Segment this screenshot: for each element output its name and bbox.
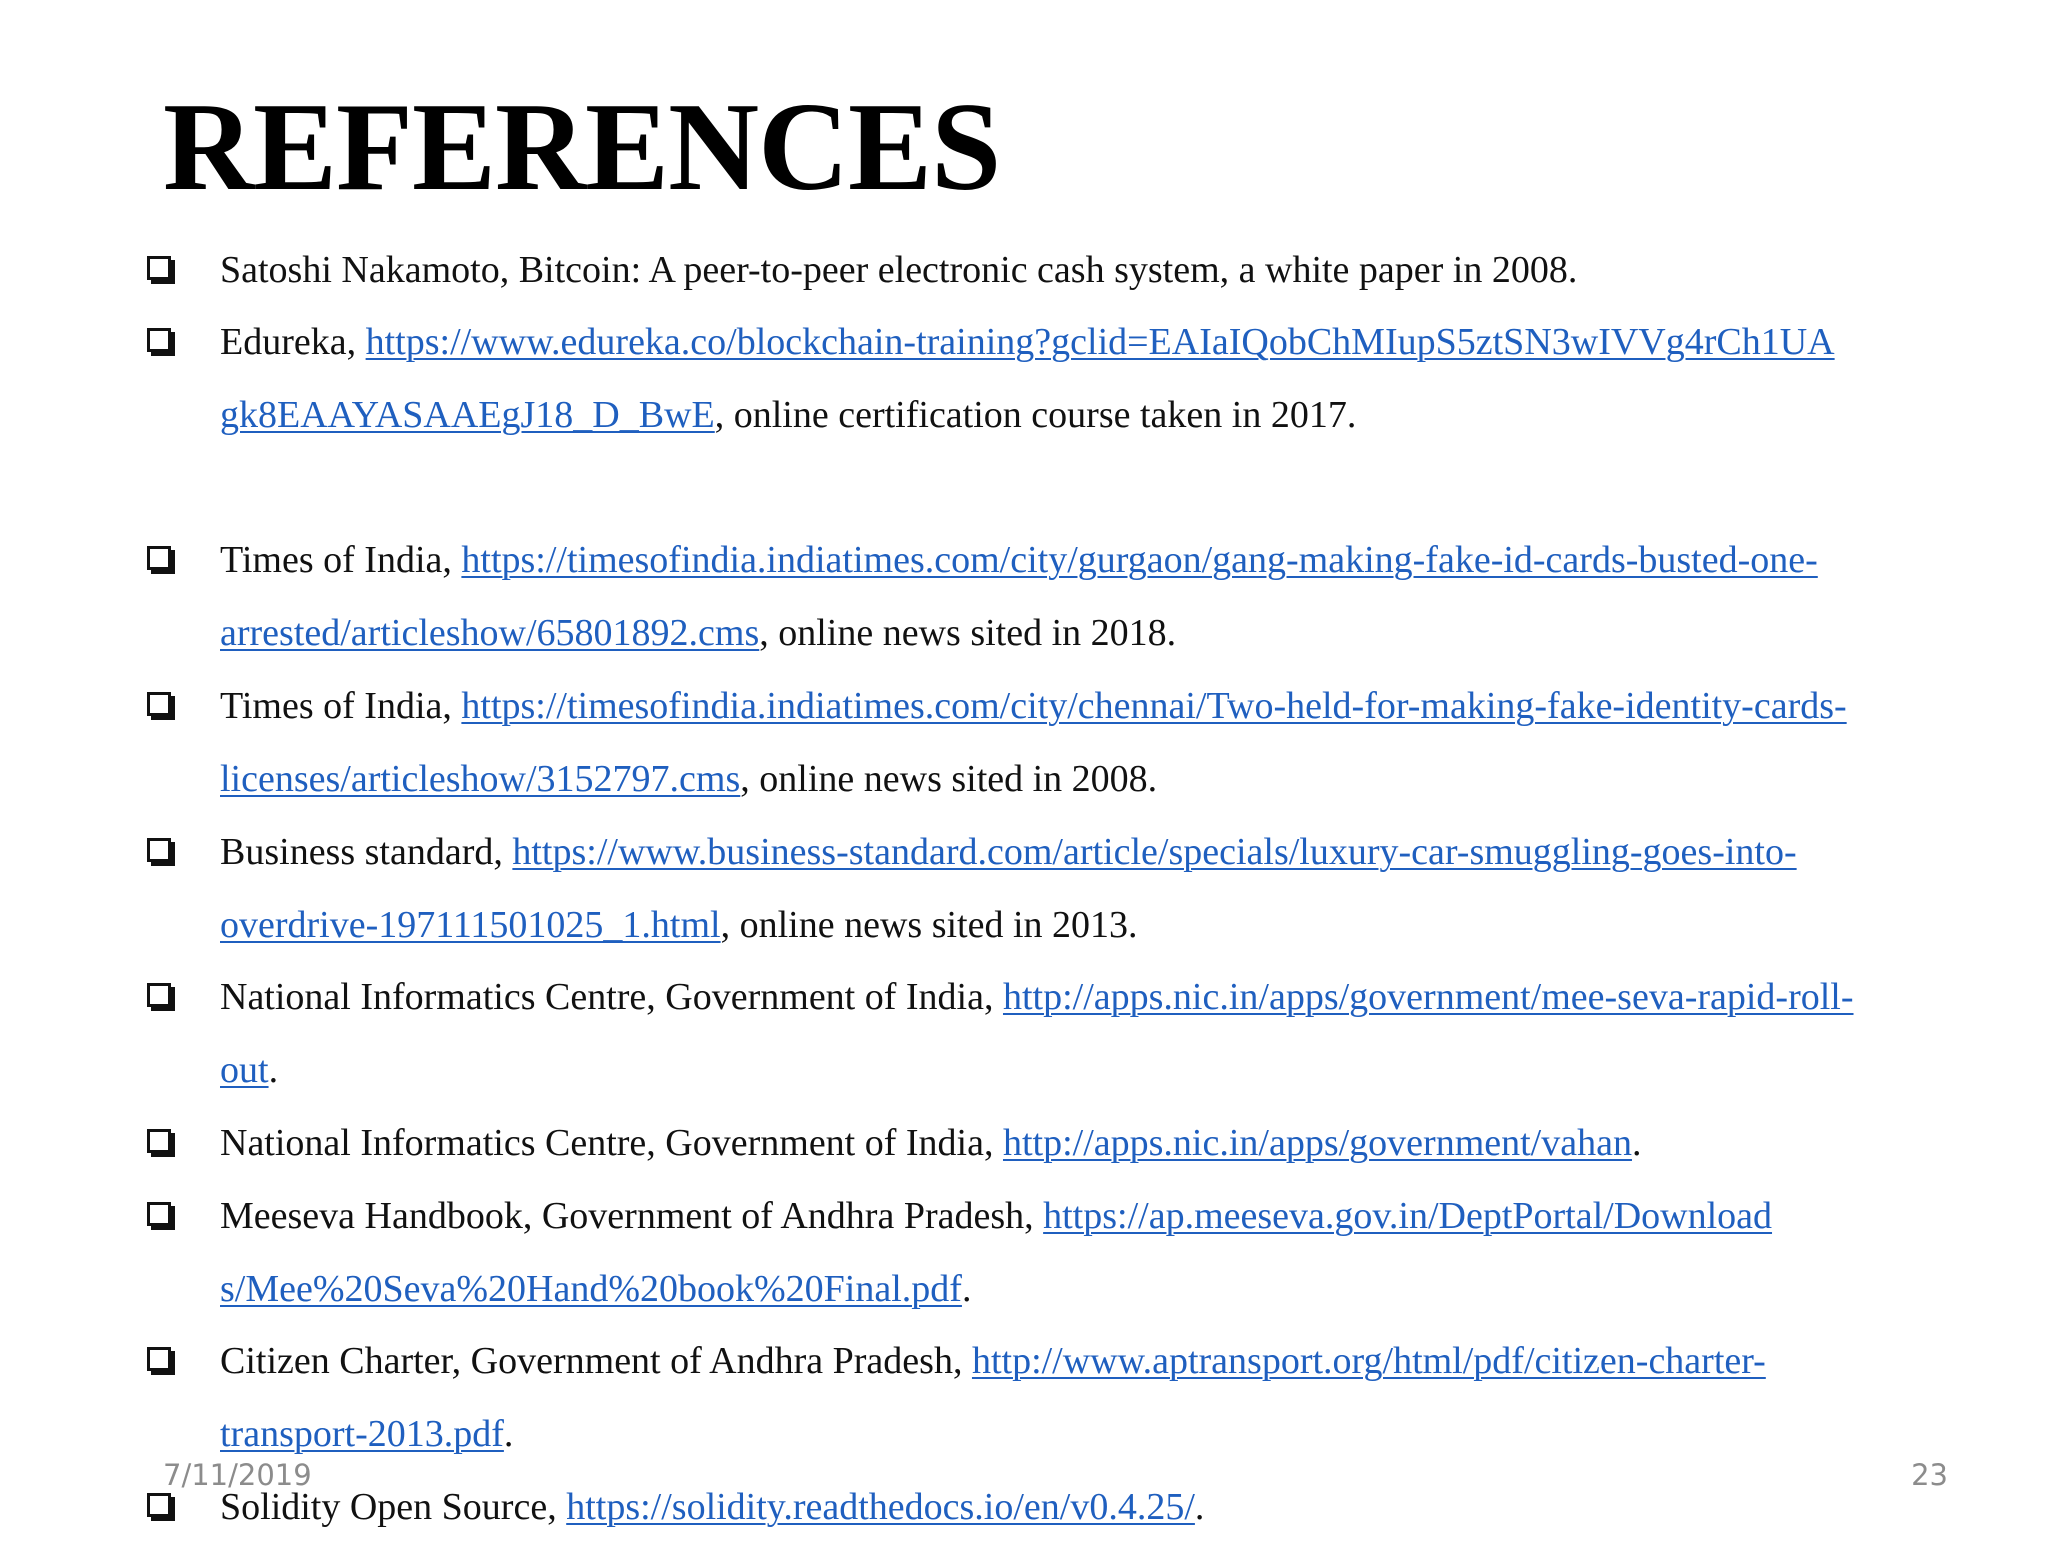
- reference-link[interactable]: https://timesofindia.indiatimes.com/city/chennai/Two-held-for-making-fake-identity-cards-licenses/articleshow/3152797.cms: [220, 685, 1847, 800]
- reference-text: [220, 1107, 1940, 1180]
- checkbox-bullet-icon: [147, 1347, 171, 1371]
- reference-citation: National Informatics Centre, Government of India,: [220, 1122, 1003, 1164]
- reference-link[interactable]: https://timesofindia.indiatimes.com/city/gurgaon/gang-making-fake-id-cards-busted-one-arrested/articleshow/65801892.cms: [220, 539, 1818, 654]
- reference-suffix: .: [503, 1412, 514, 1455]
- checkbox-bullet-icon: [147, 838, 171, 862]
- reference-suffix: .: [268, 1048, 279, 1091]
- checkbox-bullet-icon: [147, 1493, 171, 1517]
- reference-citation: Edureka,: [220, 321, 366, 363]
- checkbox-bullet-icon: [147, 1129, 171, 1153]
- reference-text: [220, 1325, 1870, 1470]
- checkbox-bullet-icon: [147, 1202, 171, 1226]
- reference-text: [220, 816, 1840, 961]
- reference-link[interactable]: https://www.business-standard.com/article/specials/luxury-car-smuggling-goes-into-overdrive-197111501025_1.html: [220, 831, 1797, 946]
- reference-citation: Satoshi Nakamoto, Bitcoin: A peer-to-peer electronic cash system, a white paper in 2008.: [220, 249, 1578, 291]
- checkbox-bullet-icon: [147, 983, 171, 1007]
- reference-text: [220, 961, 1900, 1106]
- reference-citation: Citizen Charter, Government of Andhra Pradesh,: [220, 1340, 972, 1382]
- reference-suffix: .: [1631, 1122, 1642, 1164]
- footer-page-number: 23: [1911, 1458, 1948, 1492]
- reference-text: [220, 524, 1870, 669]
- reference-citation: Meeseva Handbook, Government of Andhra Pradesh,: [220, 1195, 1044, 1237]
- reference-citation: Times of India,: [220, 539, 462, 581]
- reference-citation: Times of India,: [220, 685, 462, 727]
- reference-link[interactable]: http://apps.nic.in/apps/government/vahan: [1002, 1122, 1632, 1164]
- checkbox-bullet-icon: [147, 692, 171, 716]
- slide-title: REFERENCES: [163, 78, 1001, 217]
- reference-link[interactable]: http://apps.nic.in/apps/government/mee-seva-rapid-roll-out: [220, 976, 1854, 1091]
- checkbox-bullet-icon: [147, 256, 171, 280]
- reference-text: [220, 1180, 1780, 1325]
- reference-link[interactable]: https://www.edureka.co/blockchain-training?gclid=EAIaIQobChMIupS5ztSN3wIVVg4rCh1UAgk8EAAYASAAEgJ18_D_BwE: [220, 321, 1835, 436]
- reference-suffix: , online news sited in 2008.: [740, 757, 1158, 800]
- reference-citation: Solidity Open Source,: [220, 1486, 567, 1528]
- reference-text: [220, 306, 1850, 451]
- reference-suffix: .: [961, 1267, 972, 1310]
- reference-link[interactable]: http://www.aptransport.org/html/pdf/citizen-charter-transport-2013.pdf: [220, 1340, 1766, 1455]
- reference-suffix: .: [1194, 1486, 1205, 1528]
- footer-date: 7/11/2019: [163, 1458, 312, 1492]
- reference-suffix: , online news sited in 2018.: [759, 611, 1177, 654]
- checkbox-bullet-icon: [147, 328, 171, 352]
- reference-text: [220, 670, 1870, 815]
- checkbox-bullet-icon: [147, 546, 171, 570]
- reference-suffix: , online certification course taken in 2017.: [714, 393, 1357, 436]
- reference-text: [220, 1471, 1940, 1544]
- reference-link[interactable]: https://solidity.readthedocs.io/en/v0.4.25/: [566, 1486, 1195, 1528]
- reference-citation: Business standard,: [220, 831, 513, 873]
- reference-link[interactable]: https://ap.meeseva.gov.in/DeptPortal/Downloads/Mee%20Seva%20Hand%20book%20Final.pdf: [220, 1195, 1773, 1310]
- reference-citation: National Informatics Centre, Government of India,: [220, 976, 1003, 1018]
- reference-suffix: , online news sited in 2013.: [720, 903, 1138, 946]
- reference-text: [220, 234, 1940, 307]
